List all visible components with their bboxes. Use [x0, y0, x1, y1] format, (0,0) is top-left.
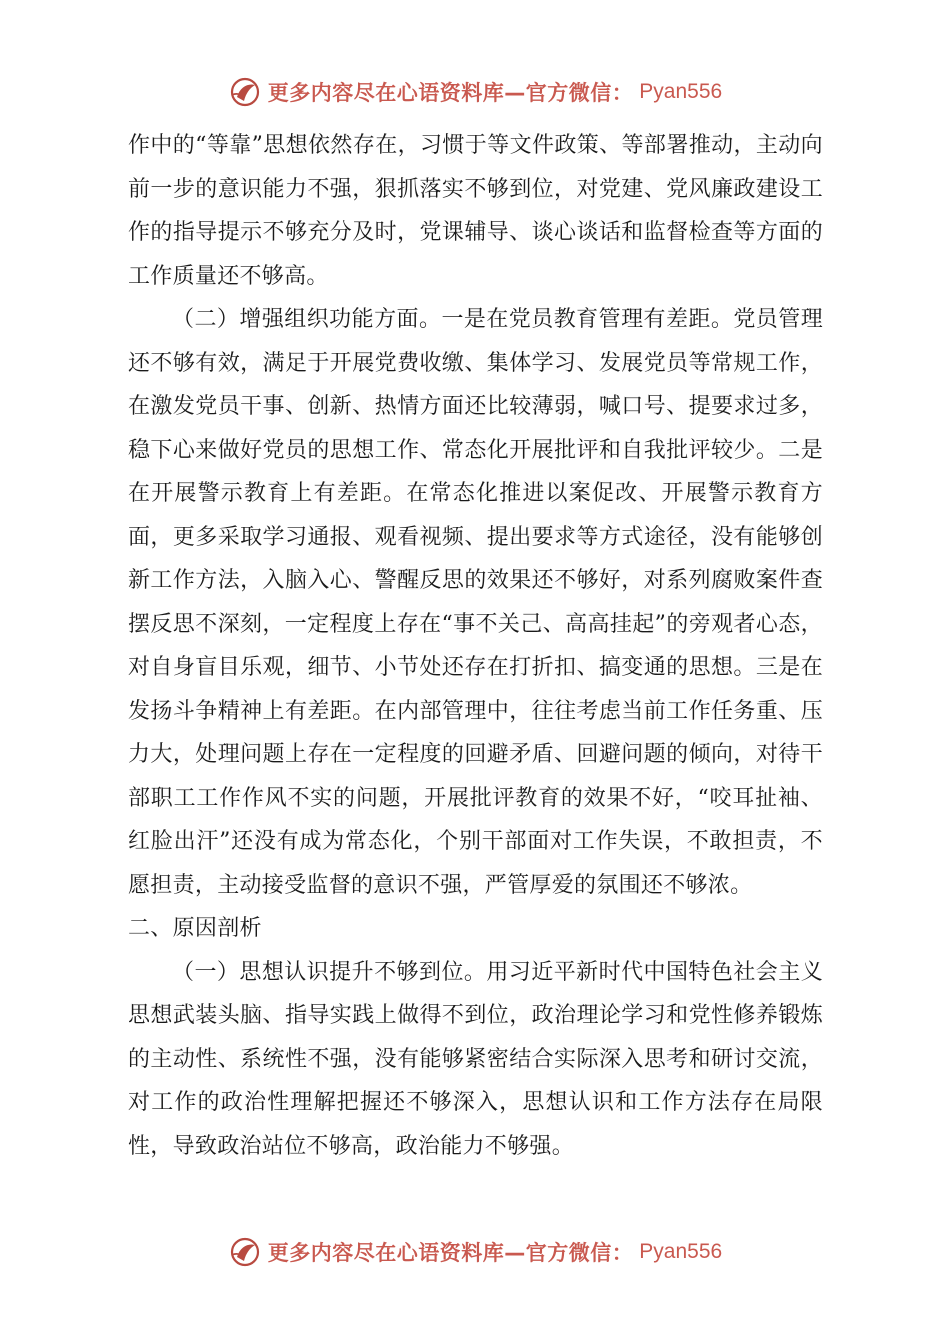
- document-body: [128, 124, 823, 1168]
- paragraph-continuation: 作中的“等靠”思想依然存在，习惯于等文件政策、等部署推动，主动向前一步的意识能力不强，狠抓落实不够到位，对党建、党风廉政建设工作的指导提示不够充分及时，党课辅导、谈心谈话和监督检查等方面的工作质量还不够高。: [128, 133, 823, 289]
- paragraph-organization-function: （二）增强组织功能方面。一是在党员教育管理有差距。党员管理还不够有效，满足于开展党费收缴、集体学习、发展党员等常规工作，在激发党员干事、创新、热情方面还比较薄弱，喊口号、提要求过多，稳下心来做好党员的思想工作、常态化开展批评和自我批评较少。二是在开展警示教育上有差距。在常态化推进以案促改、开展警示教育方面，更多采取学习通报、观看视频、提出要求等方式途径，没有能够创新工作方法，入脑入心、警醒反思的效果还不够好，对系列腐败案件查摆反思不深刻，一定程度上存在“事不关己、高高挂起”的旁观者心态，对自身盲目乐观，细节、小节处还存在打折扣、搞变通的思想。三是在发扬斗争精神上有差距。在内部管理中，往往考虑当前工作任务重、压力大，处理问题上存在一定程度的回避矛盾、回避问题的倾向，对待干部职工工作作风不实的问题，开展批评教育的效果不好，“咬耳扯袖、红脸出汗”还没有成为常态化，个别干部面对工作失误，不敢担责，不愿担责，主动接受监督的意识不强，严管厚爱的氛围还不够浓。: [128, 307, 823, 898]
- logo-icon: [228, 75, 262, 109]
- paragraph-ideological-understanding: （一）思想认识提升不够到位。用习近平新时代中国特色社会主义思想武装头脑、指导实践上做得不到位，政治理论学习和党性修养锻炼的主动性、系统性不强，没有能够紧密结合实际深入思考和研讨交流，对工作的政治性理解把握还不够深入，思想认识和工作方法存在局限性，导致政治站位不够高，政治能力不够强。: [128, 959, 823, 1159]
- section-heading-cause-analysis: 二、原因剖析: [128, 916, 262, 941]
- watermark-text: 更多内容尽在心语资料库—官方微信：: [267, 1241, 634, 1265]
- logo-icon: [228, 1235, 262, 1269]
- watermark-header: [0, 72, 950, 112]
- watermark-wechat-id: Pyan556: [639, 1240, 723, 1263]
- watermark-wechat-id: Pyan556: [639, 80, 723, 103]
- watermark-text: 更多内容尽在心语资料库—官方微信：: [267, 81, 634, 105]
- watermark-footer: [0, 1232, 950, 1272]
